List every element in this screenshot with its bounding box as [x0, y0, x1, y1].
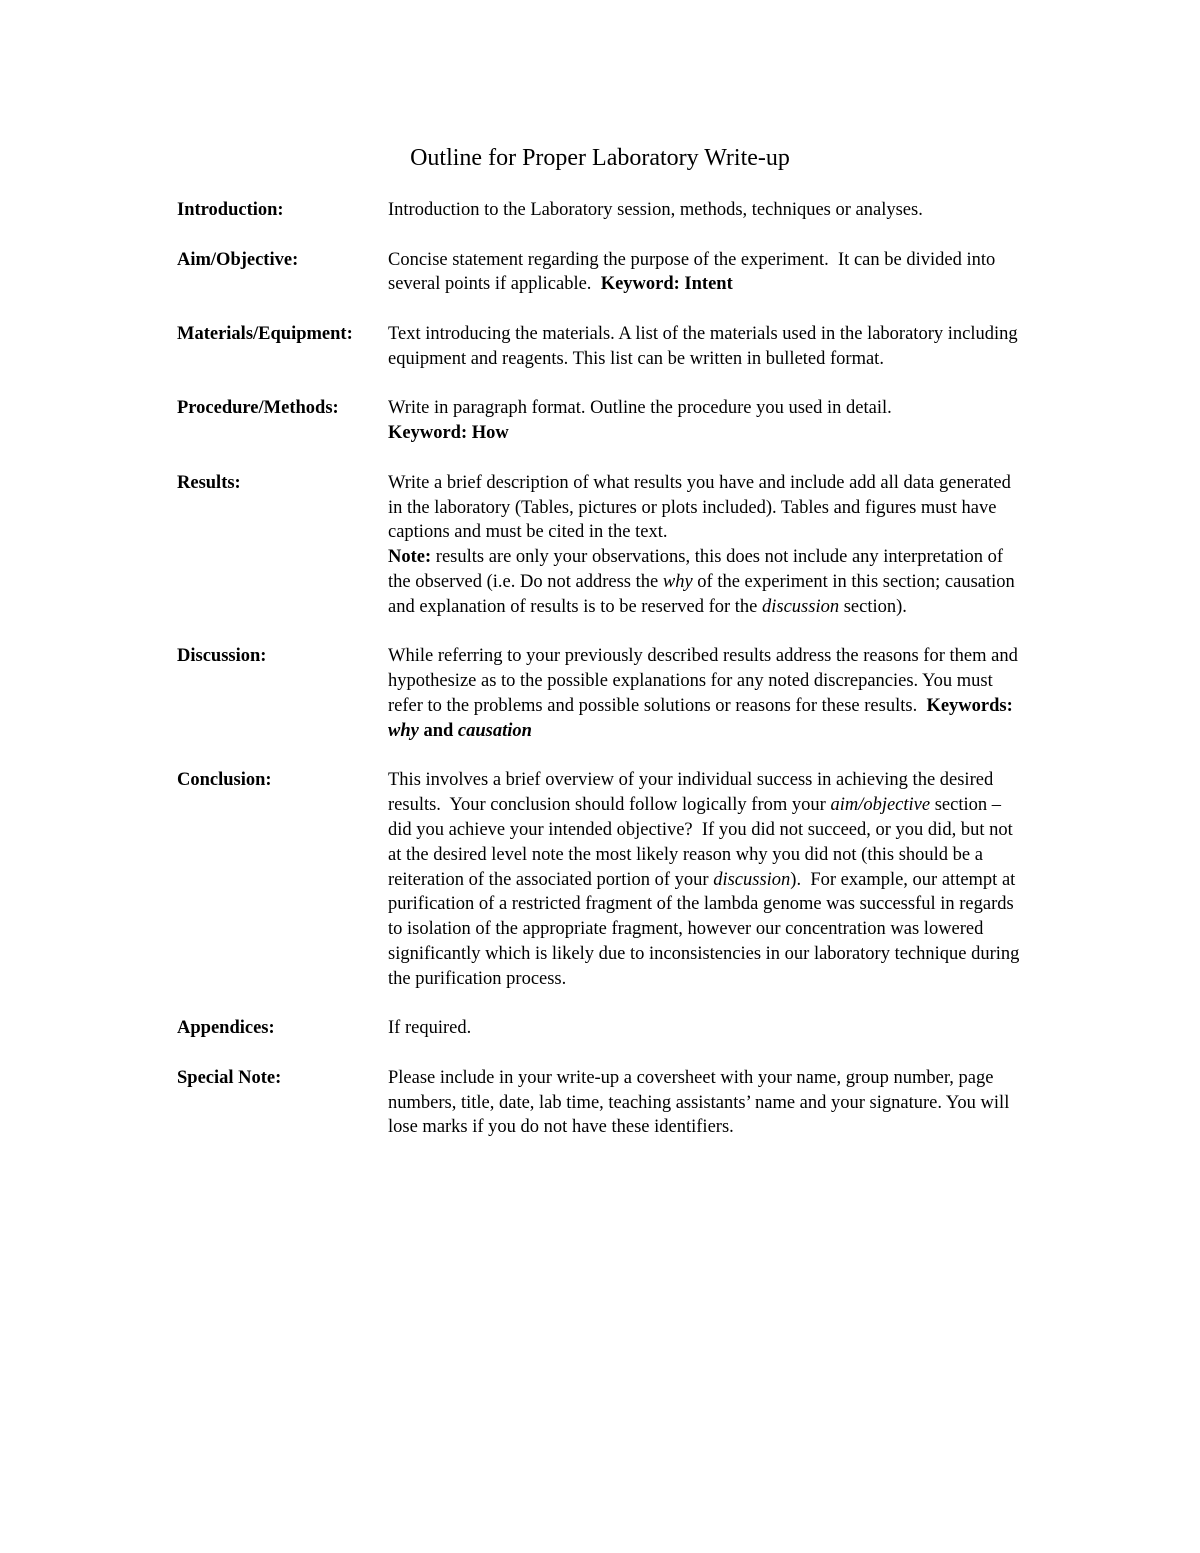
keyword-text: and	[418, 720, 458, 741]
section-label: Procedure/Methods:	[177, 398, 339, 419]
emphasis-text: discussion	[713, 869, 791, 890]
keyword-text: Keyword: Intent	[600, 274, 733, 295]
section-label: Appendices:	[177, 1018, 275, 1039]
section-label: Discussion:	[177, 646, 267, 667]
section-body	[388, 768, 1027, 991]
sections-list	[177, 198, 1027, 1165]
section-text: Please include in your write-up a coversheet with your name, group number, page numbers, title, date, lab time, teaching assistants’ name and your signature. You will lose marks if you do not have these identifiers.	[388, 1067, 1010, 1138]
section-body	[388, 198, 1027, 223]
section-text: If required.	[388, 1018, 472, 1039]
section-body	[388, 644, 1027, 743]
page-title: Outline for Proper Laboratory Write-up	[410, 145, 790, 171]
section-label: Aim/Objective:	[177, 249, 299, 270]
emphasis-text: discussion	[762, 596, 840, 617]
section-introduction	[177, 198, 1027, 223]
section-procedure	[177, 396, 1027, 446]
section-results	[177, 471, 1027, 620]
note-label: Note:	[388, 547, 432, 568]
section-text: results are only your observations, this does not include any interpretation of the observed (i.e. Do not address the	[388, 547, 1003, 592]
section-label: Conclusion:	[177, 770, 272, 791]
keyword-text: causation	[457, 720, 532, 741]
section-body	[388, 471, 1027, 620]
section-text: This involves a brief overview of your individual success in achieving the desired results. Your conclusion should follow logically from your	[388, 770, 998, 816]
section-text: section).	[839, 596, 907, 617]
emphasis-text: why	[662, 571, 693, 592]
section-body	[388, 1016, 1027, 1041]
section-materials	[177, 322, 1027, 372]
section-text: Introduction to the Laboratory session, methods, techniques or analyses.	[388, 200, 923, 220]
section-text: section – did you achieve your intended objective? If you did not succeed, or you did, but not at the desired level note the most likely reason why you did not (this should be a reiteration of the associated portion of your	[388, 795, 1018, 890]
section-text: While referring to your previously described results address the reasons for them and hypothesize as to the possible explanations for any noted discrepancies. You must refer to the problems and possible solutions or reasons for these results.	[388, 646, 1023, 716]
section-label: Introduction:	[177, 200, 284, 220]
section-body	[388, 322, 1027, 372]
section-label: Results:	[177, 472, 241, 493]
section-text: Concise statement regarding the purpose of the experiment. It can be divided into several points if applicable.	[388, 249, 1000, 295]
section-text: Text introducing the materials. A list of the materials used in the laboratory including equipment and reagents. This list can be written in bulleted format.	[388, 323, 1018, 369]
section-conclusion	[177, 768, 1027, 991]
keyword-text: why	[388, 720, 419, 741]
section-text: Write in paragraph format. Outline the procedure you used in detail.	[388, 398, 892, 419]
keyword-text: Keyword: How	[388, 423, 509, 444]
section-body	[388, 248, 1027, 298]
section-appendices	[177, 1016, 1027, 1041]
section-aim	[177, 248, 1027, 298]
section-body	[388, 1066, 1027, 1140]
section-text: of the experiment in this section; causation and explanation of results is to be reserved for the	[388, 571, 1015, 617]
keywords-label: Keywords:	[926, 695, 1018, 716]
section-label: Special Note:	[177, 1067, 282, 1088]
section-text: Write a brief description of what results you have and include add all data generated in the laboratory (Tables, pictures or plots included). Tables and figures must have captions and must be cited in the text.	[388, 472, 1011, 543]
section-special-note	[177, 1066, 1027, 1140]
section-discussion	[177, 644, 1027, 743]
section-body	[388, 396, 1027, 446]
emphasis-text: aim/objective	[830, 795, 931, 816]
section-label: Materials/Equipment:	[177, 323, 353, 344]
section-text: ). For example, our attempt at purification of a restricted fragment of the lambda genome was successful in regards to isolation of the appropriate fragment, however our concentration was lowered significantly which is likely due to inconsistencies in our laboratory technique during the purification process.	[388, 869, 1025, 989]
